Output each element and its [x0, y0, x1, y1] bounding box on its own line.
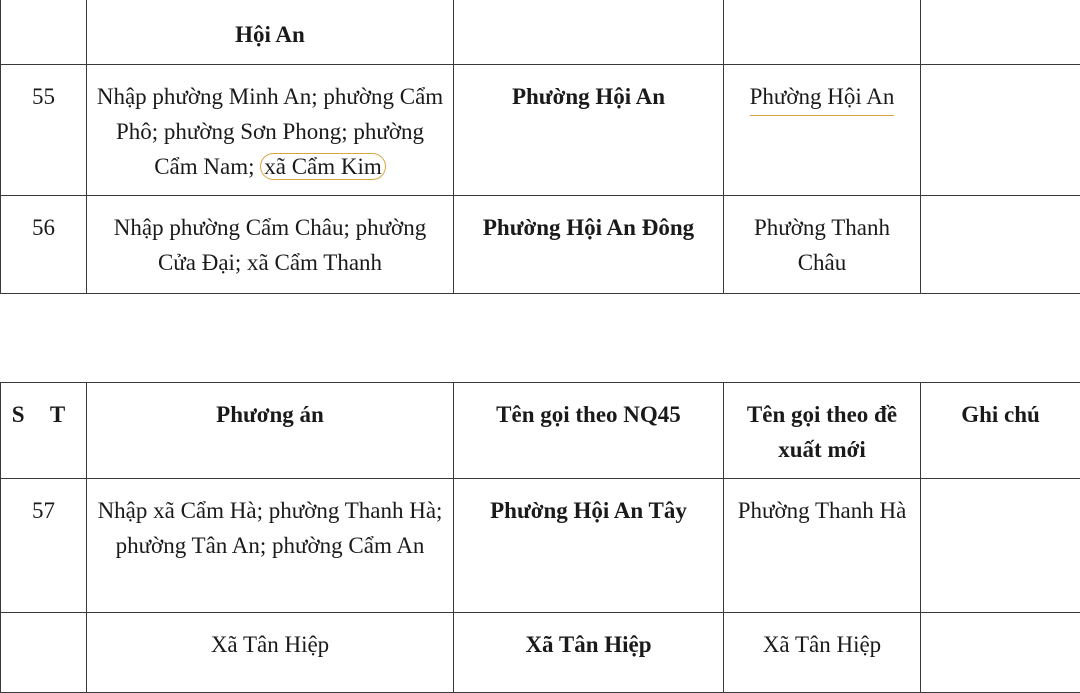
stt-cell — [1, 613, 87, 693]
phuong-an-cell: Xã Tân Hiệp — [87, 613, 454, 693]
ten-moi-cell — [724, 0, 921, 65]
circled-highlight: xã Cẩm Kim — [260, 153, 386, 180]
phuong-an-cell — [87, 65, 454, 196]
ward-merger-table-top — [0, 0, 1080, 294]
ten-nq45-cell — [454, 0, 724, 65]
ghi-chu-cell — [921, 613, 1080, 693]
ten-nq45-header: Tên gọi theo NQ45 — [454, 383, 724, 479]
stt-header: S T — [1, 383, 87, 479]
table-row — [1, 479, 1080, 613]
ward-merger-table-bottom — [0, 382, 1080, 693]
ten-moi-cell: Phường Thanh Châu — [724, 196, 921, 294]
phuong-an-cell: Nhập phường Cẩm Châu; phường Cửa Đại; xã Cẩm Thanh — [87, 196, 454, 294]
ten-nq45-cell: Phường Hội An Đông — [454, 196, 724, 294]
ghi-chu-cell — [921, 196, 1080, 294]
phuong-an-cell: Nhập xã Cẩm Hà; phường Thanh Hà; phường Tân An; phường Cẩm An — [87, 479, 454, 613]
ghi-chu-header: Ghi chú — [921, 383, 1080, 479]
phuong-an-text: Nhập phường Minh An; phường Cẩm Phô; phường Sơn Phong; phường Cẩm Nam; — [97, 84, 443, 179]
stt-cell — [1, 0, 87, 65]
ghi-chu-cell — [921, 479, 1080, 613]
phuong-an-header: Phương án — [87, 383, 454, 479]
table-header-row — [1, 383, 1080, 479]
stt-cell: 55 — [1, 65, 87, 196]
table-row — [1, 65, 1080, 196]
table-row — [1, 613, 1080, 693]
ten-nq45-cell: Xã Tân Hiệp — [454, 613, 724, 693]
phuong-an-cell: Hội An — [87, 0, 454, 65]
stt-cell: 57 — [1, 479, 87, 613]
table-row — [1, 196, 1080, 294]
table-row — [1, 0, 1080, 65]
ten-nq45-cell: Phường Hội An Tây — [454, 479, 724, 613]
stt-cell: 56 — [1, 196, 87, 294]
ten-moi-header: Tên gọi theo đề xuất mới — [724, 383, 921, 479]
ghi-chu-cell — [921, 0, 1080, 65]
ten-moi-cell: Xã Tân Hiệp — [724, 613, 921, 693]
ten-nq45-cell: Phường Hội An — [454, 65, 724, 196]
ghi-chu-cell — [921, 65, 1080, 196]
underlined-highlight: Phường Hội An — [750, 82, 895, 116]
ten-moi-cell: Phường Thanh Hà — [724, 479, 921, 613]
ten-moi-cell — [724, 65, 921, 196]
